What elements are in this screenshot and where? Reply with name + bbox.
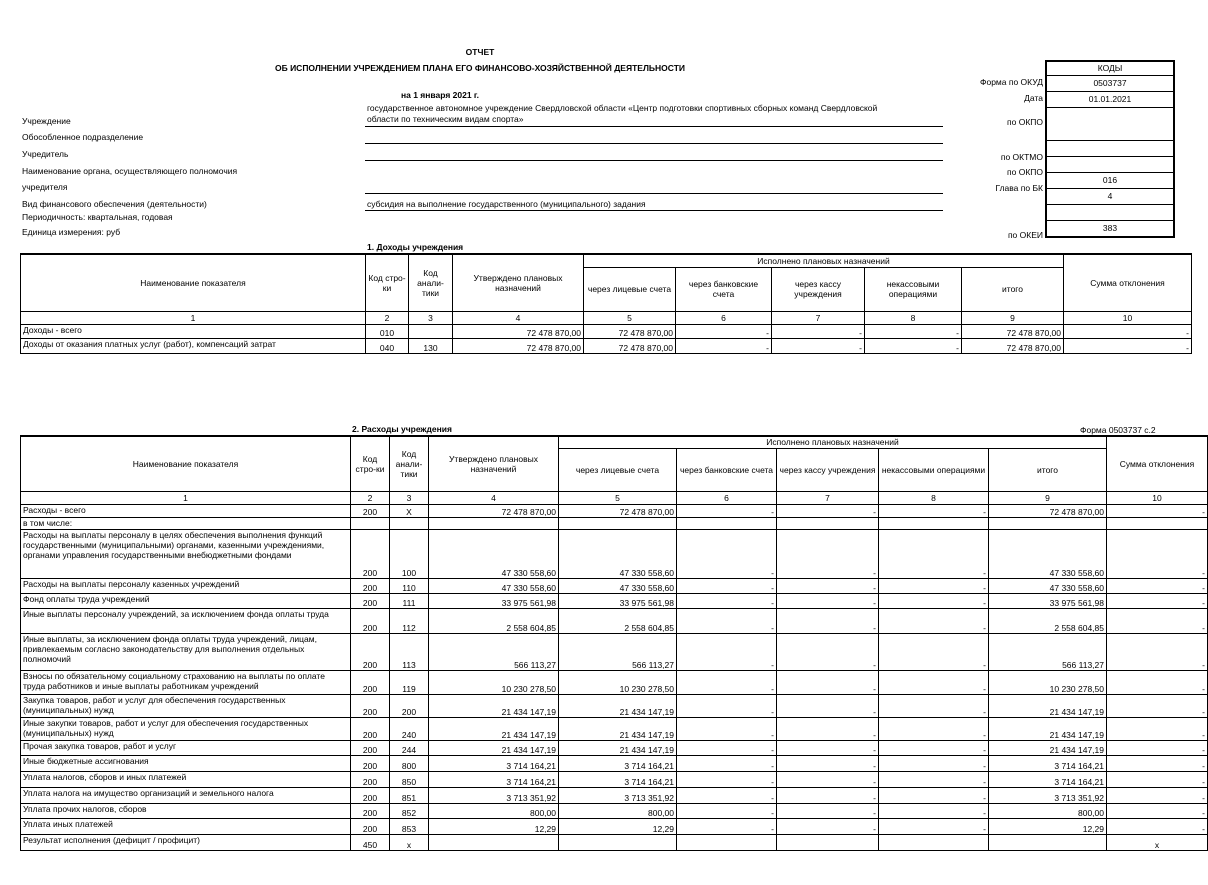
row-name: Доходы от оказания платных услуг (работ), компенсаций затрат bbox=[21, 339, 366, 354]
row-accounts bbox=[559, 518, 677, 530]
bk-value: 016 bbox=[1047, 173, 1173, 189]
row-total: 21 434 147,19 bbox=[989, 695, 1107, 718]
row-total: 2 558 604,85 bbox=[989, 609, 1107, 634]
table-row bbox=[21, 505, 1208, 518]
row-deviation: - bbox=[1107, 609, 1208, 634]
row-code: 200 bbox=[351, 609, 390, 634]
table-row bbox=[21, 339, 1192, 354]
index-cell: 10 bbox=[1107, 492, 1208, 505]
row-noncash: - bbox=[879, 505, 989, 518]
col-executed-header: Исполнено плановых назначений bbox=[584, 254, 1064, 267]
period-label: Периодичность: квартальная, годовая bbox=[22, 212, 173, 222]
row-deviation: - bbox=[1107, 804, 1208, 819]
row-deviation bbox=[1107, 518, 1208, 530]
row-noncash: - bbox=[879, 609, 989, 634]
col-cash-header: через кассу учреждения bbox=[772, 267, 865, 311]
row-cash: - bbox=[777, 788, 879, 804]
report-title: ОТЧЕТ bbox=[465, 47, 495, 57]
table-row bbox=[21, 741, 1208, 756]
index-cell: 9 bbox=[989, 492, 1107, 505]
row-analytics: 111 bbox=[390, 594, 429, 609]
row-deviation: - bbox=[1107, 695, 1208, 718]
okud-value: 0503737 bbox=[1047, 76, 1173, 92]
finance-label: Вид финансового обеспечения (деятельности) bbox=[22, 199, 207, 209]
row-analytics: 800 bbox=[390, 756, 429, 772]
section1-title: 1. Доходы учреждения bbox=[367, 242, 464, 252]
row-accounts: 72 478 870,00 bbox=[559, 505, 677, 518]
index-cell: 8 bbox=[879, 492, 989, 505]
okei-label: по ОКЕИ bbox=[1007, 230, 1043, 240]
institution-value-1: государственное автономное учреждение Свердловской области «Центр подготовки спортивных сборных команд Свердловской bbox=[367, 103, 878, 113]
row-accounts: 3 714 164,21 bbox=[559, 772, 677, 788]
row-name: Уплата иных платежей bbox=[21, 819, 351, 835]
row-total: 47 330 558,60 bbox=[989, 579, 1107, 594]
row-noncash: - bbox=[879, 804, 989, 819]
oktmo-label: по ОКТМО bbox=[1000, 152, 1043, 162]
row-total: 33 975 561,98 bbox=[989, 594, 1107, 609]
row-analytics: 851 bbox=[390, 788, 429, 804]
index-cell: 3 bbox=[409, 312, 453, 325]
row-cash: - bbox=[777, 756, 879, 772]
section2-title: 2. Расходы учреждения bbox=[352, 424, 452, 434]
row-code: 200 bbox=[351, 788, 390, 804]
date-label: Дата bbox=[1024, 93, 1043, 103]
row-deviation: - bbox=[1107, 505, 1208, 518]
finance-value: субсидия на выполнение государственного (муниципального) задания bbox=[367, 199, 646, 209]
table-row bbox=[21, 518, 1208, 530]
row-noncash: - bbox=[879, 579, 989, 594]
col-deviation-header: Сумма отклонения bbox=[1064, 254, 1192, 312]
col-bank-header: через банковские счета bbox=[676, 267, 772, 311]
authority-label-1: Наименование органа, осуществляющего полномочия bbox=[22, 166, 238, 176]
row-cash: - bbox=[777, 772, 879, 788]
row-approved: 21 434 147,19 bbox=[429, 741, 559, 756]
col-cash-header: через кассу учреждения bbox=[777, 448, 879, 491]
row-noncash: - bbox=[879, 788, 989, 804]
row-deviation: - bbox=[1064, 325, 1192, 339]
row-cash: - bbox=[777, 579, 879, 594]
founder-label: Учредитель bbox=[22, 149, 69, 159]
row-cash: - bbox=[777, 634, 879, 671]
row-deviation: - bbox=[1107, 594, 1208, 609]
row-cash: - bbox=[777, 594, 879, 609]
row-name: в том числе: bbox=[21, 518, 351, 530]
index-cell: 6 bbox=[677, 492, 777, 505]
okpo-value bbox=[1047, 108, 1173, 141]
row-analytics: 112 bbox=[390, 609, 429, 634]
date-value: 01.01.2021 bbox=[1047, 92, 1173, 108]
row-bank: - bbox=[677, 819, 777, 835]
founder-line bbox=[365, 160, 943, 161]
row-noncash: - bbox=[865, 325, 962, 339]
authority-label-2: учредителя bbox=[22, 182, 68, 192]
institution-line bbox=[365, 126, 943, 127]
col-deviation-header: Сумма отклонения bbox=[1107, 436, 1208, 492]
row-noncash: - bbox=[879, 819, 989, 835]
row-bank: - bbox=[677, 505, 777, 518]
col-bank-header: через банковские счета bbox=[677, 448, 777, 491]
row-approved: 21 434 147,19 bbox=[429, 718, 559, 741]
row-bank: - bbox=[677, 671, 777, 695]
col-noncash-header: некассовыми операциями bbox=[865, 267, 962, 311]
index-cell: 9 bbox=[962, 312, 1064, 325]
col-approved-header: Утверждено плановых назначений bbox=[453, 254, 584, 312]
table-row bbox=[21, 835, 1208, 851]
okei-value: 383 bbox=[1102, 223, 1118, 233]
table-row bbox=[21, 756, 1208, 772]
report-subtitle: ОБ ИСПОЛНЕНИИ УЧРЕЖДЕНИЕМ ПЛАНА ЕГО ФИНАНСОВО-ХОЗЯЙСТВЕННОЙ ДЕЯТЕЛЬНОСТИ bbox=[274, 63, 685, 73]
row-name: Доходы - всего bbox=[21, 325, 366, 339]
row-noncash: - bbox=[879, 772, 989, 788]
row-code: 450 bbox=[351, 835, 390, 851]
row-bank: - bbox=[677, 634, 777, 671]
table-row bbox=[21, 671, 1208, 695]
row-analytics bbox=[409, 325, 453, 339]
row-code: 040 bbox=[366, 339, 409, 354]
row-name: Закупка товаров, работ и услуг для обеспечения государственных (муниципальных) нужд bbox=[21, 695, 351, 718]
table-row bbox=[21, 609, 1208, 634]
row-analytics: 850 bbox=[390, 772, 429, 788]
row-analytics: 100 bbox=[390, 530, 429, 579]
row-approved: 47 330 558,60 bbox=[429, 530, 559, 579]
col-name-header: Наименование показателя bbox=[21, 436, 351, 492]
table-row bbox=[21, 788, 1208, 804]
row-bank: - bbox=[677, 804, 777, 819]
table-row bbox=[21, 772, 1208, 788]
row-accounts: 47 330 558,60 bbox=[559, 530, 677, 579]
row-approved: 566 113,27 bbox=[429, 634, 559, 671]
authority-line bbox=[365, 193, 943, 194]
row-bank: - bbox=[677, 579, 777, 594]
oktmo-value bbox=[1047, 141, 1173, 157]
unit-label: Единица измерения: руб bbox=[22, 227, 121, 237]
row-noncash: - bbox=[879, 530, 989, 579]
row-bank bbox=[677, 518, 777, 530]
institution-value-2: области по техническим видам спорта» bbox=[367, 114, 524, 124]
row-cash: - bbox=[777, 741, 879, 756]
row-noncash bbox=[879, 518, 989, 530]
row-approved: 72 478 870,00 bbox=[453, 339, 584, 354]
row-name: Фонд оплаты труда учреждений bbox=[21, 594, 351, 609]
row-code: 200 bbox=[351, 718, 390, 741]
report-date: на 1 января 2021 г. bbox=[401, 90, 479, 100]
table-row bbox=[21, 634, 1208, 671]
row-code: 200 bbox=[351, 671, 390, 695]
row-approved: 10 230 278,50 bbox=[429, 671, 559, 695]
index-cell: 7 bbox=[777, 492, 879, 505]
row-bank: - bbox=[677, 594, 777, 609]
row-accounts: 33 975 561,98 bbox=[559, 594, 677, 609]
row-code: 200 bbox=[351, 804, 390, 819]
row-total: 21 434 147,19 bbox=[989, 741, 1107, 756]
row-bank: - bbox=[677, 695, 777, 718]
row-total: 10 230 278,50 bbox=[989, 671, 1107, 695]
row-code: 200 bbox=[351, 756, 390, 772]
row-noncash: - bbox=[879, 671, 989, 695]
row-analytics bbox=[390, 518, 429, 530]
row-total bbox=[989, 835, 1107, 851]
col-code-header: Код стро-ки bbox=[366, 254, 409, 312]
subdivision-label: Обособленное подразделение bbox=[22, 132, 144, 142]
table-row bbox=[21, 530, 1208, 579]
vid-value: 4 bbox=[1047, 189, 1173, 205]
row-cash: - bbox=[777, 695, 879, 718]
row-cash bbox=[777, 835, 879, 851]
index-cell: 2 bbox=[366, 312, 409, 325]
row-accounts: 10 230 278,50 bbox=[559, 671, 677, 695]
row-analytics: x bbox=[390, 835, 429, 851]
table-row bbox=[21, 325, 1192, 339]
row-approved bbox=[429, 835, 559, 851]
row-deviation: x bbox=[1107, 835, 1208, 851]
row-accounts: 72 478 870,00 bbox=[584, 339, 676, 354]
table-row bbox=[21, 579, 1208, 594]
row-code: 200 bbox=[351, 772, 390, 788]
row-cash: - bbox=[777, 819, 879, 835]
row-noncash: - bbox=[879, 695, 989, 718]
row-code: 200 bbox=[351, 634, 390, 671]
institution-label: Учреждение bbox=[22, 116, 71, 126]
okpo2-label: по ОКПО bbox=[1007, 167, 1043, 177]
row-noncash: - bbox=[879, 756, 989, 772]
expense-table-body bbox=[21, 505, 1208, 851]
okpo2-value bbox=[1047, 157, 1173, 173]
col-executed-header: Исполнено плановых назначений bbox=[559, 436, 1107, 448]
row-total: 47 330 558,60 bbox=[989, 530, 1107, 579]
row-code: 200 bbox=[351, 695, 390, 718]
row-analytics: 200 bbox=[390, 695, 429, 718]
row-name: Расходы на выплаты персоналу казенных учреждений bbox=[21, 579, 351, 594]
row-noncash: - bbox=[865, 339, 962, 354]
row-approved bbox=[429, 518, 559, 530]
finance-line bbox=[365, 210, 943, 211]
row-accounts: 21 434 147,19 bbox=[559, 718, 677, 741]
row-total: 3 714 164,21 bbox=[989, 772, 1107, 788]
row-accounts: 3 713 351,92 bbox=[559, 788, 677, 804]
index-cell: 1 bbox=[21, 492, 351, 505]
row-accounts: 72 478 870,00 bbox=[584, 325, 676, 339]
row-approved: 21 434 147,19 bbox=[429, 695, 559, 718]
row-noncash: - bbox=[879, 741, 989, 756]
row-total: 800,00 bbox=[989, 804, 1107, 819]
row-analytics: 240 bbox=[390, 718, 429, 741]
row-approved: 2 558 604,85 bbox=[429, 609, 559, 634]
index-cell: 5 bbox=[559, 492, 677, 505]
row-noncash bbox=[879, 835, 989, 851]
codes-box bbox=[1045, 60, 1175, 238]
row-deviation: - bbox=[1107, 530, 1208, 579]
row-cash: - bbox=[777, 804, 879, 819]
row-total bbox=[989, 518, 1107, 530]
income-table bbox=[20, 253, 1192, 354]
row-total: 72 478 870,00 bbox=[962, 325, 1064, 339]
row-name: Иные выплаты, за исключением фонда оплаты труда учреждений, лицам, привлекаемым согласно законодательству для выполнения отдельных полномочий bbox=[21, 634, 351, 671]
col-noncash-header: некассовыми операциями bbox=[879, 448, 989, 491]
row-deviation: - bbox=[1107, 819, 1208, 835]
row-cash: - bbox=[772, 325, 865, 339]
row-bank: - bbox=[676, 339, 772, 354]
okud-label: Форма по ОКУД bbox=[980, 77, 1043, 87]
row-deviation: - bbox=[1107, 741, 1208, 756]
row-bank: - bbox=[677, 609, 777, 634]
col-anal-header: Код анали-тики bbox=[409, 254, 453, 312]
income-table-body bbox=[21, 325, 1192, 354]
row-total: 72 478 870,00 bbox=[989, 505, 1107, 518]
row-bank: - bbox=[676, 325, 772, 339]
row-deviation: - bbox=[1107, 671, 1208, 695]
bk-label: Глава по БК bbox=[995, 183, 1043, 193]
row-analytics: 244 bbox=[390, 741, 429, 756]
row-code bbox=[351, 518, 390, 530]
row-analytics: 852 bbox=[390, 804, 429, 819]
row-name: Результат исполнения (дефицит / профицит) bbox=[21, 835, 351, 851]
row-approved: 33 975 561,98 bbox=[429, 594, 559, 609]
codes-header: КОДЫ bbox=[1047, 62, 1173, 76]
row-accounts: 566 113,27 bbox=[559, 634, 677, 671]
table-row bbox=[21, 718, 1208, 741]
row-analytics: 130 bbox=[409, 339, 453, 354]
row-bank: - bbox=[677, 530, 777, 579]
row-bank: - bbox=[677, 772, 777, 788]
row-noncash: - bbox=[879, 634, 989, 671]
row-analytics: 119 bbox=[390, 671, 429, 695]
row-total: 21 434 147,19 bbox=[989, 718, 1107, 741]
row-noncash: - bbox=[879, 718, 989, 741]
row-accounts: 12,29 bbox=[559, 819, 677, 835]
row-bank: - bbox=[677, 718, 777, 741]
row-deviation: - bbox=[1064, 339, 1192, 354]
index-cell: 8 bbox=[865, 312, 962, 325]
index-cell: 7 bbox=[772, 312, 865, 325]
row-cash: - bbox=[777, 609, 879, 634]
row-approved: 3 714 164,21 bbox=[429, 756, 559, 772]
row-cash: - bbox=[772, 339, 865, 354]
col-accounts-header: через лицевые счета bbox=[584, 267, 676, 311]
row-deviation: - bbox=[1107, 788, 1208, 804]
row-approved: 72 478 870,00 bbox=[453, 325, 584, 339]
row-name: Уплата прочих налогов, сборов bbox=[21, 804, 351, 819]
col-accounts-header: через лицевые счета bbox=[559, 448, 677, 491]
row-cash: - bbox=[777, 505, 879, 518]
row-bank bbox=[677, 835, 777, 851]
row-bank: - bbox=[677, 788, 777, 804]
row-code: 200 bbox=[351, 530, 390, 579]
row-analytics: 113 bbox=[390, 634, 429, 671]
row-accounts: 21 434 147,19 bbox=[559, 695, 677, 718]
row-cash: - bbox=[777, 718, 879, 741]
index-cell: 6 bbox=[676, 312, 772, 325]
col-name-header: Наименование показателя bbox=[21, 254, 366, 312]
row-approved: 47 330 558,60 bbox=[429, 579, 559, 594]
row-name: Иные выплаты персоналу учреждений, за исключением фонда оплаты труда bbox=[21, 609, 351, 634]
row-name: Иные бюджетные ассигнования bbox=[21, 756, 351, 772]
index-cell: 4 bbox=[429, 492, 559, 505]
row-accounts: 2 558 604,85 bbox=[559, 609, 677, 634]
expense-table bbox=[20, 435, 1208, 851]
row-name: Уплата налогов, сборов и иных платежей bbox=[21, 772, 351, 788]
row-accounts bbox=[559, 835, 677, 851]
row-total: 12,29 bbox=[989, 819, 1107, 835]
col-total-header: итого bbox=[962, 267, 1064, 311]
row-name: Расходы - всего bbox=[21, 505, 351, 518]
table-row bbox=[21, 594, 1208, 609]
row-approved: 12,29 bbox=[429, 819, 559, 835]
row-code: 200 bbox=[351, 819, 390, 835]
index-cell: 10 bbox=[1064, 312, 1192, 325]
row-code: 200 bbox=[351, 579, 390, 594]
row-name: Уплата налога на имущество организаций и земельного налога bbox=[21, 788, 351, 804]
row-code: 200 bbox=[351, 594, 390, 609]
index-cell: 3 bbox=[390, 492, 429, 505]
row-bank: - bbox=[677, 756, 777, 772]
row-deviation: - bbox=[1107, 772, 1208, 788]
row-analytics: 853 bbox=[390, 819, 429, 835]
row-cash bbox=[777, 518, 879, 530]
row-accounts: 47 330 558,60 bbox=[559, 579, 677, 594]
table-row bbox=[21, 695, 1208, 718]
subdivision-line bbox=[365, 143, 943, 144]
row-approved: 3 714 164,21 bbox=[429, 772, 559, 788]
row-name: Иные закупки товаров, работ и услуг для обеспечения государственных (муниципальных) нужд bbox=[21, 718, 351, 741]
index-cell: 1 bbox=[21, 312, 366, 325]
row-total: 72 478 870,00 bbox=[962, 339, 1064, 354]
row-deviation: - bbox=[1107, 579, 1208, 594]
row-cash: - bbox=[777, 530, 879, 579]
row-name: Прочая закупка товаров, работ и услуг bbox=[21, 741, 351, 756]
col-approved-header: Утверждено плановых назначений bbox=[429, 436, 559, 492]
row-approved: 800,00 bbox=[429, 804, 559, 819]
row-name: Взносы по обязательному социальному страхованию на выплаты по оплате труда работников и иные выплаты работникам учреждений bbox=[21, 671, 351, 695]
extra-value bbox=[1047, 205, 1173, 221]
index-cell: 5 bbox=[584, 312, 676, 325]
row-approved: 72 478 870,00 bbox=[429, 505, 559, 518]
row-name: Расходы на выплаты персоналу в целях обеспечения выполнения функций государственными (муниципальными) органами, казенными учреждениями, органами управления государственными внебюджетными фондами bbox=[21, 530, 351, 579]
row-deviation: - bbox=[1107, 756, 1208, 772]
index-cell: 2 bbox=[351, 492, 390, 505]
index-cell: 4 bbox=[453, 312, 584, 325]
row-code: 010 bbox=[366, 325, 409, 339]
row-analytics: 110 bbox=[390, 579, 429, 594]
col-total-header: итого bbox=[989, 448, 1107, 491]
row-total: 3 714 164,21 bbox=[989, 756, 1107, 772]
table-row bbox=[21, 804, 1208, 819]
row-total: 566 113,27 bbox=[989, 634, 1107, 671]
table-row bbox=[21, 819, 1208, 835]
row-code: 200 bbox=[351, 505, 390, 518]
row-cash: - bbox=[777, 671, 879, 695]
row-total: 3 713 351,92 bbox=[989, 788, 1107, 804]
row-deviation: - bbox=[1107, 634, 1208, 671]
okpo-label: по ОКПО bbox=[1007, 117, 1043, 127]
row-accounts: 21 434 147,19 bbox=[559, 741, 677, 756]
row-approved: 3 713 351,92 bbox=[429, 788, 559, 804]
col-code-header: Код стро-ки bbox=[351, 436, 390, 492]
row-accounts: 800,00 bbox=[559, 804, 677, 819]
row-noncash: - bbox=[879, 594, 989, 609]
row-accounts: 3 714 164,21 bbox=[559, 756, 677, 772]
row-deviation: - bbox=[1107, 718, 1208, 741]
col-anal-header: Код анали-тики bbox=[390, 436, 429, 492]
row-analytics: X bbox=[390, 505, 429, 518]
row-bank: - bbox=[677, 741, 777, 756]
row-code: 200 bbox=[351, 741, 390, 756]
section2-form: Форма 0503737 с.2 bbox=[1080, 425, 1156, 435]
